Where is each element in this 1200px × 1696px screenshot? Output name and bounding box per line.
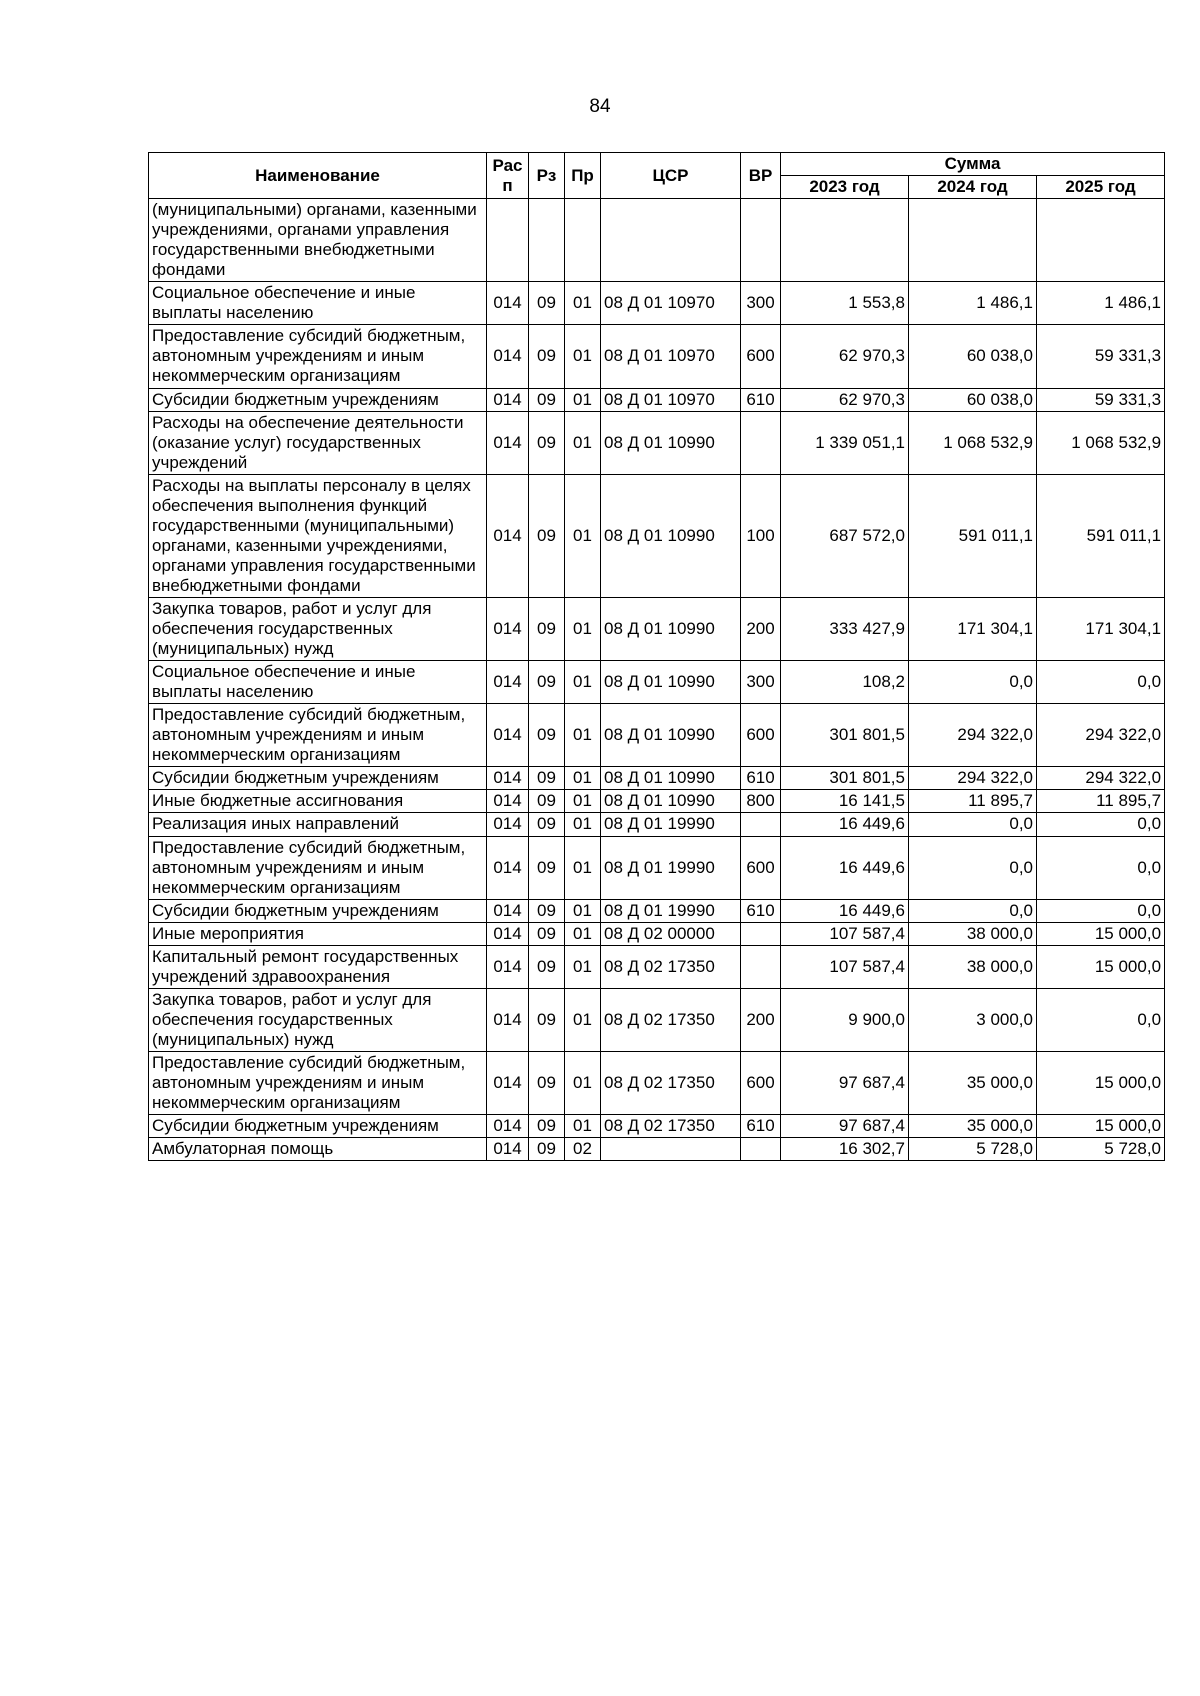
table-row: [149, 899, 1165, 922]
header-vr: ВР: [741, 153, 781, 199]
cell-rz: 09: [529, 661, 565, 704]
header-rz: Рз: [529, 153, 565, 199]
cell-2023: 62 970,3: [781, 388, 909, 411]
cell-rz: 09: [529, 988, 565, 1051]
cell-name: Расходы на выплаты персоналу в целях обеспечения выполнения функций государственными (муниципальными) органами, казенными учреждениями, органами управления государственными внебюджетными фондами: [149, 474, 487, 597]
cell-2024: 60 038,0: [909, 388, 1037, 411]
cell-csr: 08 Д 02 17350: [601, 1115, 741, 1138]
cell-2023: 16 449,6: [781, 836, 909, 899]
cell-pr: 01: [565, 661, 601, 704]
cell-vr: 610: [741, 1115, 781, 1138]
cell-vr: 800: [741, 790, 781, 813]
cell-vr: [741, 945, 781, 988]
cell-2025: 0,0: [1037, 661, 1165, 704]
cell-vr: 200: [741, 597, 781, 660]
cell-rz: 09: [529, 790, 565, 813]
cell-name: Субсидии бюджетным учреждениям: [149, 1115, 487, 1138]
cell-2025: 15 000,0: [1037, 1051, 1165, 1114]
cell-pr: 01: [565, 899, 601, 922]
cell-name: Субсидии бюджетным учреждениям: [149, 767, 487, 790]
table-row: [149, 767, 1165, 790]
table-row: [149, 1115, 1165, 1138]
cell-name: Социальное обеспечение и иные выплаты населению: [149, 282, 487, 325]
cell-2025: 15 000,0: [1037, 945, 1165, 988]
cell-rz: 09: [529, 922, 565, 945]
cell-csr: 08 Д 01 10990: [601, 790, 741, 813]
cell-csr: 08 Д 01 19990: [601, 899, 741, 922]
cell-rz: 09: [529, 597, 565, 660]
cell-name: Субсидии бюджетным учреждениям: [149, 899, 487, 922]
cell-vr: 600: [741, 836, 781, 899]
cell-pr: 01: [565, 767, 601, 790]
cell-rz: 09: [529, 282, 565, 325]
cell-2024: 35 000,0: [909, 1051, 1037, 1114]
cell-rasp: 014: [487, 325, 529, 388]
cell-2025: 59 331,3: [1037, 388, 1165, 411]
cell-rz: 09: [529, 411, 565, 474]
cell-name: Субсидии бюджетным учреждениям: [149, 388, 487, 411]
header-sum: Сумма: [781, 153, 1165, 176]
header-year-2024: 2024 год: [909, 176, 1037, 199]
table-row: [149, 411, 1165, 474]
cell-2023: 1 553,8: [781, 282, 909, 325]
cell-pr: 01: [565, 1051, 601, 1114]
cell-2023: 301 801,5: [781, 767, 909, 790]
cell-2023: 62 970,3: [781, 325, 909, 388]
cell-name: Иные мероприятия: [149, 922, 487, 945]
cell-rz: 09: [529, 474, 565, 597]
cell-rz: 09: [529, 899, 565, 922]
cell-rasp: 014: [487, 922, 529, 945]
cell-2024: 171 304,1: [909, 597, 1037, 660]
cell-csr: 08 Д 02 17350: [601, 945, 741, 988]
table-row: [149, 661, 1165, 704]
table-row: [149, 1138, 1165, 1161]
header-name: Наименование: [149, 153, 487, 199]
budget-table: [148, 152, 1165, 1161]
cell-2024: 35 000,0: [909, 1115, 1037, 1138]
header-pr: Пр: [565, 153, 601, 199]
cell-csr: 08 Д 02 00000: [601, 922, 741, 945]
cell-2023: 97 687,4: [781, 1051, 909, 1114]
cell-name: Социальное обеспечение и иные выплаты населению: [149, 661, 487, 704]
cell-2024: 3 000,0: [909, 988, 1037, 1051]
table-row: [149, 325, 1165, 388]
cell-csr: [601, 1138, 741, 1161]
table-row: [149, 813, 1165, 836]
cell-2024: 0,0: [909, 661, 1037, 704]
cell-vr: 600: [741, 704, 781, 767]
cell-2025: 0,0: [1037, 813, 1165, 836]
cell-csr: 08 Д 01 10990: [601, 411, 741, 474]
cell-2025: 5 728,0: [1037, 1138, 1165, 1161]
cell-rasp: 014: [487, 1138, 529, 1161]
cell-2024: 38 000,0: [909, 945, 1037, 988]
cell-rz: 09: [529, 1051, 565, 1114]
cell-2025: 1 486,1: [1037, 282, 1165, 325]
cell-pr: 01: [565, 474, 601, 597]
cell-pr: 01: [565, 988, 601, 1051]
cell-2024: 294 322,0: [909, 704, 1037, 767]
cell-pr: 01: [565, 790, 601, 813]
cell-2023: 107 587,4: [781, 922, 909, 945]
cell-2025: 171 304,1: [1037, 597, 1165, 660]
cell-pr: 01: [565, 945, 601, 988]
header-csr: ЦСР: [601, 153, 741, 199]
header-rasp: Рас п: [487, 153, 529, 199]
cell-2025: 294 322,0: [1037, 704, 1165, 767]
cell-2024: 38 000,0: [909, 922, 1037, 945]
cell-pr: 01: [565, 704, 601, 767]
cell-vr: 100: [741, 474, 781, 597]
cell-pr: 01: [565, 411, 601, 474]
cell-csr: 08 Д 01 10990: [601, 597, 741, 660]
cell-rz: 09: [529, 388, 565, 411]
cell-2023: 16 449,6: [781, 813, 909, 836]
cell-2024: 294 322,0: [909, 767, 1037, 790]
table-row: [149, 922, 1165, 945]
cell-2024: [909, 199, 1037, 282]
cell-rasp: 014: [487, 388, 529, 411]
cell-2023: 16 141,5: [781, 790, 909, 813]
cell-pr: [565, 199, 601, 282]
cell-2023: 108,2: [781, 661, 909, 704]
table-body: [149, 199, 1165, 1161]
cell-vr: 600: [741, 1051, 781, 1114]
cell-vr: 200: [741, 988, 781, 1051]
table-row: [149, 1051, 1165, 1114]
cell-2023: 1 339 051,1: [781, 411, 909, 474]
table-row: [149, 704, 1165, 767]
cell-rasp: 014: [487, 661, 529, 704]
cell-2024: 5 728,0: [909, 1138, 1037, 1161]
table-row: [149, 282, 1165, 325]
cell-2025: 11 895,7: [1037, 790, 1165, 813]
cell-2023: 97 687,4: [781, 1115, 909, 1138]
cell-vr: [741, 813, 781, 836]
cell-pr: 01: [565, 282, 601, 325]
cell-vr: [741, 1138, 781, 1161]
cell-2023: [781, 199, 909, 282]
cell-csr: [601, 199, 741, 282]
page-number: 84: [589, 96, 611, 117]
cell-name: Реализация иных направлений: [149, 813, 487, 836]
cell-csr: 08 Д 02 17350: [601, 988, 741, 1051]
table-row: [149, 836, 1165, 899]
cell-2025: 0,0: [1037, 988, 1165, 1051]
cell-vr: [741, 199, 781, 282]
cell-vr: 300: [741, 282, 781, 325]
cell-rz: 09: [529, 325, 565, 388]
cell-rasp: 014: [487, 945, 529, 988]
cell-2025: 15 000,0: [1037, 1115, 1165, 1138]
cell-pr: 01: [565, 325, 601, 388]
cell-2025: 15 000,0: [1037, 922, 1165, 945]
cell-2025: 0,0: [1037, 836, 1165, 899]
cell-2023: 16 302,7: [781, 1138, 909, 1161]
cell-rasp: 014: [487, 767, 529, 790]
cell-name: Расходы на обеспечение деятельности (оказание услуг) государственных учреждений: [149, 411, 487, 474]
cell-rasp: 014: [487, 790, 529, 813]
cell-name: Амбулаторная помощь: [149, 1138, 487, 1161]
cell-rasp: 014: [487, 474, 529, 597]
cell-2024: 1 486,1: [909, 282, 1037, 325]
cell-rz: 09: [529, 813, 565, 836]
cell-2023: 687 572,0: [781, 474, 909, 597]
cell-vr: 610: [741, 388, 781, 411]
cell-rz: 09: [529, 1115, 565, 1138]
cell-rz: 09: [529, 945, 565, 988]
cell-pr: 01: [565, 597, 601, 660]
cell-csr: 08 Д 02 17350: [601, 1051, 741, 1114]
cell-csr: 08 Д 01 10990: [601, 767, 741, 790]
cell-2025: 591 011,1: [1037, 474, 1165, 597]
cell-rasp: 014: [487, 411, 529, 474]
cell-2025: 294 322,0: [1037, 767, 1165, 790]
cell-name: Иные бюджетные ассигнования: [149, 790, 487, 813]
header-year-2023: 2023 год: [781, 176, 909, 199]
cell-rz: 09: [529, 1138, 565, 1161]
cell-rasp: 014: [487, 1115, 529, 1138]
cell-vr: [741, 922, 781, 945]
cell-rasp: 014: [487, 988, 529, 1051]
cell-rasp: 014: [487, 597, 529, 660]
cell-name: Предоставление субсидий бюджетным, автономным учреждениям и иным некоммерческим организациям: [149, 836, 487, 899]
cell-rasp: 014: [487, 813, 529, 836]
cell-2024: 0,0: [909, 813, 1037, 836]
cell-name: Закупка товаров, работ и услуг для обеспечения государственных (муниципальных) нужд: [149, 597, 487, 660]
cell-2024: 11 895,7: [909, 790, 1037, 813]
cell-2024: 0,0: [909, 836, 1037, 899]
cell-pr: 01: [565, 922, 601, 945]
cell-pr: 02: [565, 1138, 601, 1161]
table-row: [149, 945, 1165, 988]
cell-rz: 09: [529, 704, 565, 767]
table-row: [149, 988, 1165, 1051]
cell-2023: 16 449,6: [781, 899, 909, 922]
cell-2024: 60 038,0: [909, 325, 1037, 388]
table-header: [149, 153, 1165, 199]
header-year-2025: 2025 год: [1037, 176, 1165, 199]
cell-2025: 1 068 532,9: [1037, 411, 1165, 474]
cell-name: Предоставление субсидий бюджетным, автономным учреждениям и иным некоммерческим организациям: [149, 325, 487, 388]
cell-rz: [529, 199, 565, 282]
table-row: [149, 474, 1165, 597]
cell-csr: 08 Д 01 19990: [601, 813, 741, 836]
cell-2023: 333 427,9: [781, 597, 909, 660]
cell-rz: 09: [529, 767, 565, 790]
cell-name: Закупка товаров, работ и услуг для обеспечения государственных (муниципальных) нужд: [149, 988, 487, 1051]
cell-vr: 610: [741, 767, 781, 790]
cell-pr: 01: [565, 813, 601, 836]
cell-2024: 1 068 532,9: [909, 411, 1037, 474]
cell-rasp: 014: [487, 899, 529, 922]
cell-rasp: 014: [487, 704, 529, 767]
cell-rasp: 014: [487, 1051, 529, 1114]
cell-rasp: 014: [487, 836, 529, 899]
cell-vr: 300: [741, 661, 781, 704]
cell-vr: 600: [741, 325, 781, 388]
cell-pr: 01: [565, 388, 601, 411]
cell-pr: 01: [565, 836, 601, 899]
cell-2025: [1037, 199, 1165, 282]
cell-rasp: [487, 199, 529, 282]
cell-vr: 610: [741, 899, 781, 922]
cell-name: Предоставление субсидий бюджетным, автономным учреждениям и иным некоммерческим организациям: [149, 704, 487, 767]
cell-csr: 08 Д 01 10970: [601, 325, 741, 388]
table-row: [149, 597, 1165, 660]
cell-csr: 08 Д 01 10990: [601, 704, 741, 767]
cell-name: Капитальный ремонт государственных учреждений здравоохранения: [149, 945, 487, 988]
cell-csr: 08 Д 01 10970: [601, 282, 741, 325]
cell-2023: 9 900,0: [781, 988, 909, 1051]
cell-rz: 09: [529, 836, 565, 899]
cell-csr: 08 Д 01 10990: [601, 661, 741, 704]
cell-2025: 59 331,3: [1037, 325, 1165, 388]
cell-2023: 107 587,4: [781, 945, 909, 988]
cell-csr: 08 Д 01 19990: [601, 836, 741, 899]
table-row: [149, 199, 1165, 282]
cell-vr: [741, 411, 781, 474]
cell-2023: 301 801,5: [781, 704, 909, 767]
table-row: [149, 388, 1165, 411]
cell-pr: 01: [565, 1115, 601, 1138]
cell-name: Предоставление субсидий бюджетным, автономным учреждениям и иным некоммерческим организациям: [149, 1051, 487, 1114]
cell-csr: 08 Д 01 10970: [601, 388, 741, 411]
table-row: [149, 790, 1165, 813]
cell-2024: 0,0: [909, 899, 1037, 922]
cell-2024: 591 011,1: [909, 474, 1037, 597]
cell-2025: 0,0: [1037, 899, 1165, 922]
cell-rasp: 014: [487, 282, 529, 325]
cell-csr: 08 Д 01 10990: [601, 474, 741, 597]
cell-name: (муниципальными) органами, казенными учреждениями, органами управления государственными внебюджетными фондами: [149, 199, 487, 282]
